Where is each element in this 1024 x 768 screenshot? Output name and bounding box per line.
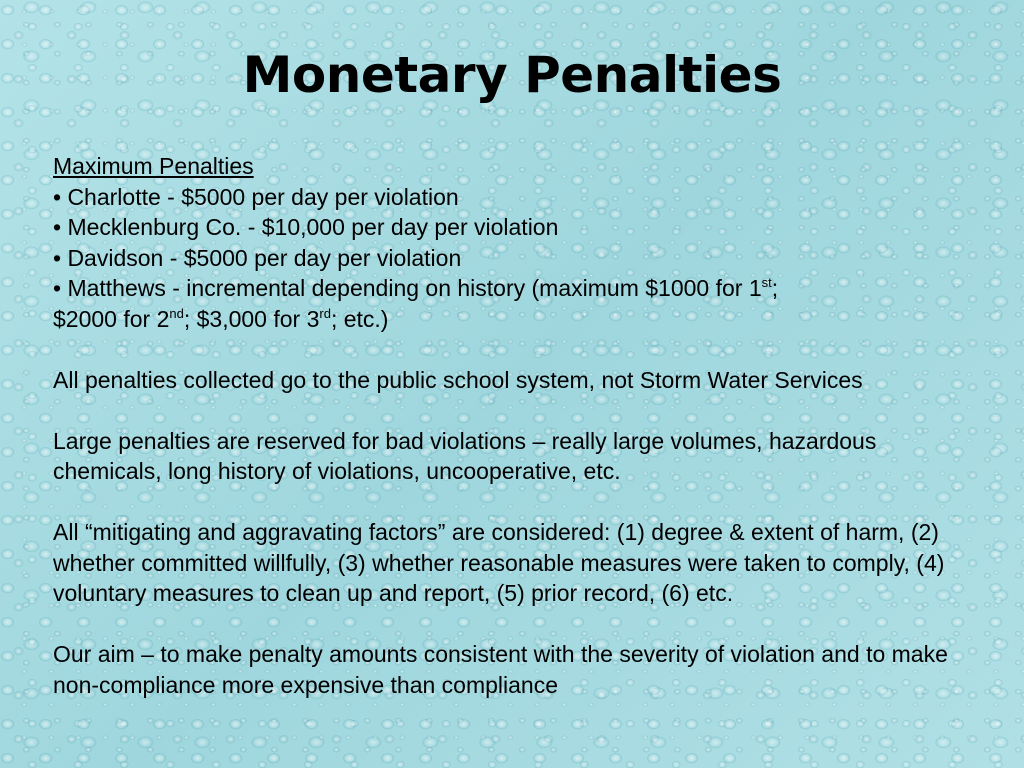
paragraph-our-aim: Our aim – to make penalty amounts consistent with the severity of violation and to make non-compliance more expensive than compliance <box>53 641 948 698</box>
ordinal-rd: rd <box>319 305 331 321</box>
slide-title: Monetary Penalties <box>242 46 782 104</box>
bullet-charlotte: • Charlotte - $5000 per day per violation <box>53 183 459 210</box>
ordinal-st: st <box>761 275 772 290</box>
maximum-penalties-heading: Maximum Penalties <box>53 153 254 179</box>
matthews-text-1: • Matthews - incremental depending on history (maximum $1000 for 1 <box>53 275 762 301</box>
matthews-text-4: ; $3,000 for 3 <box>183 305 320 332</box>
ordinal-nd: nd <box>169 305 184 321</box>
paragraph-large-penalties: Large penalties are reserved for bad violations – really large volumes, hazardous chemicals, long history of violations, uncooperative, etc. <box>53 427 877 484</box>
bullet-mecklenburg: • Mecklenburg Co. - $10,000 per day per violation <box>53 214 559 240</box>
bullet-davidson: • Davidson - $5000 per day per violation <box>53 244 462 271</box>
bullet-matthews <box>53 273 953 334</box>
paragraph-mitigating-factors: All “mitigating and aggravating factors” are considered: (1) degree & extent of harm, (2) whether committed willfully, (3) whether reasonable measures were taken to comply, (4) voluntary measures to clean up and report, (5) prior record, (6) etc. <box>53 519 945 606</box>
matthews-text-5: ; etc.) <box>330 305 389 332</box>
matthews-text-2: ; <box>771 275 779 301</box>
paragraph-school-system: All penalties collected go to the public school system, not Storm Water Services <box>53 366 863 393</box>
slide-body <box>53 151 953 700</box>
matthews-text-3: $2000 for 2 <box>53 305 170 332</box>
